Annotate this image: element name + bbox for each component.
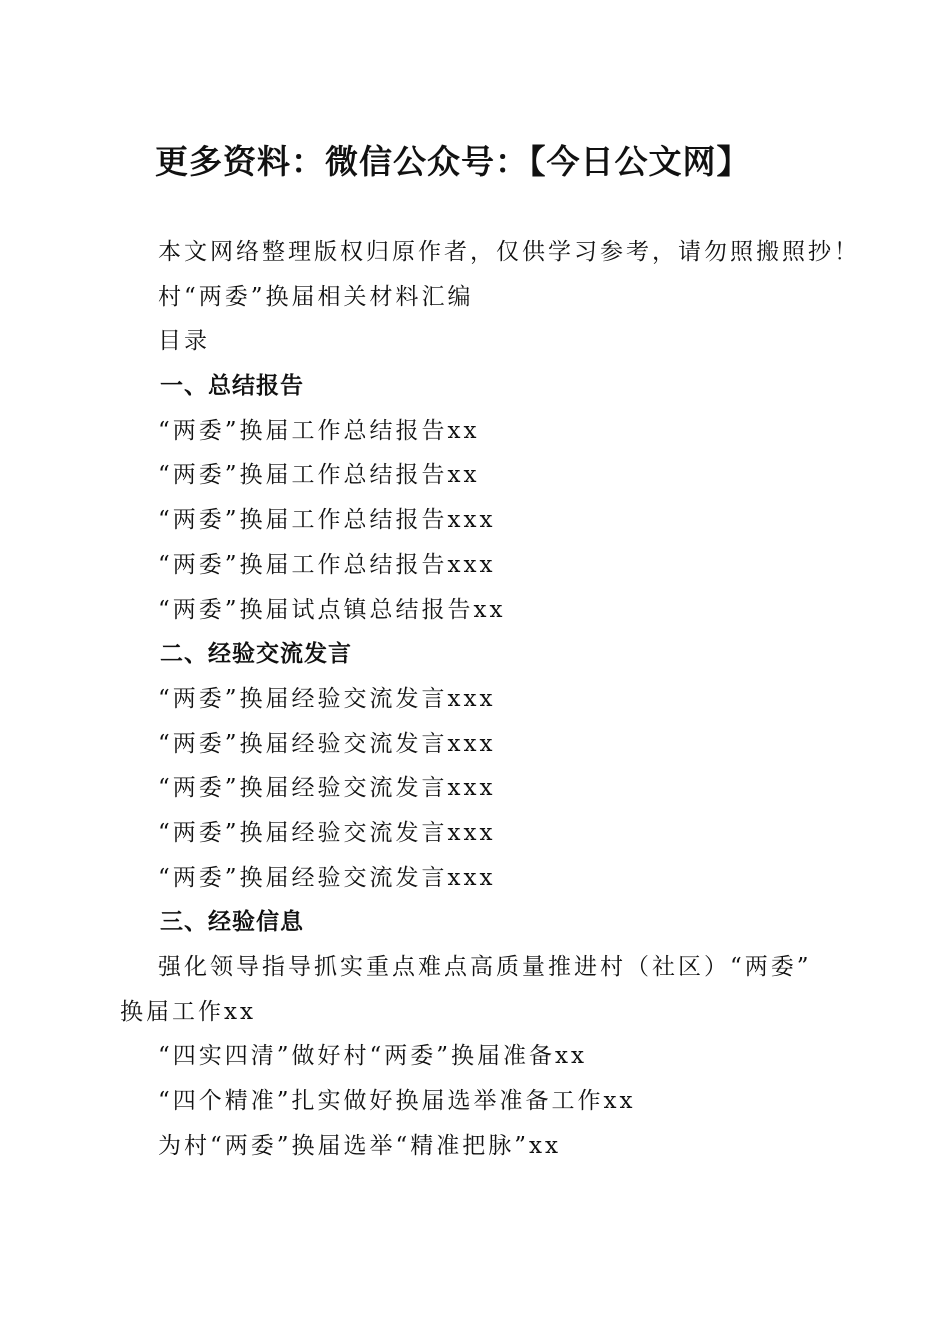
toc-item: “四个精准”扎实做好换届选举准备工作xx — [158, 1088, 636, 1115]
section-heading-summary: 一、总结报告 — [160, 373, 304, 400]
toc-item: “两委”换届工作总结报告xx — [158, 417, 480, 444]
document-title: 村“两委”换届相关材料汇编 — [158, 283, 474, 310]
toc-item: “两委”换届工作总结报告xxx — [158, 507, 496, 534]
toc-item: “两委”换届工作总结报告xxx — [158, 551, 496, 578]
toc-label: 目录 — [158, 328, 210, 355]
toc-item: “四实四清”做好村“两委”换届准备xx — [158, 1043, 587, 1070]
section-heading-info: 三、经验信息 — [160, 909, 304, 936]
toc-item: “两委”换届经验交流发言xxx — [158, 730, 496, 757]
document-body — [0, 230, 950, 1168]
toc-item: “两委”换届经验交流发言xxx — [158, 864, 496, 891]
toc-item-continuation: 换届工作xx — [120, 998, 256, 1025]
toc-item: “两委”换届工作总结报告xx — [158, 462, 480, 489]
copyright-notice: 本文网络整理版权归原作者，仅供学习参考，请勿照搬照抄！ — [158, 239, 860, 265]
toc-item: “两委”换届经验交流发言xxx — [158, 685, 496, 712]
toc-item: “两委”换届经验交流发言xxx — [158, 819, 496, 846]
document-header: 更多资料：微信公众号：【今日公文网】 — [155, 142, 751, 181]
toc-item: 为村“两委”换届选举“精准把脉”xx — [158, 1132, 561, 1159]
section-heading-speeches: 二、经验交流发言 — [160, 641, 352, 668]
toc-item: “两委”换届试点镇总结报告xx — [158, 596, 506, 623]
toc-item: “两委”换届经验交流发言xxx — [158, 775, 496, 802]
toc-item: 强化领导指导抓实重点难点高质量推进村（社区）“两委” — [158, 954, 812, 980]
